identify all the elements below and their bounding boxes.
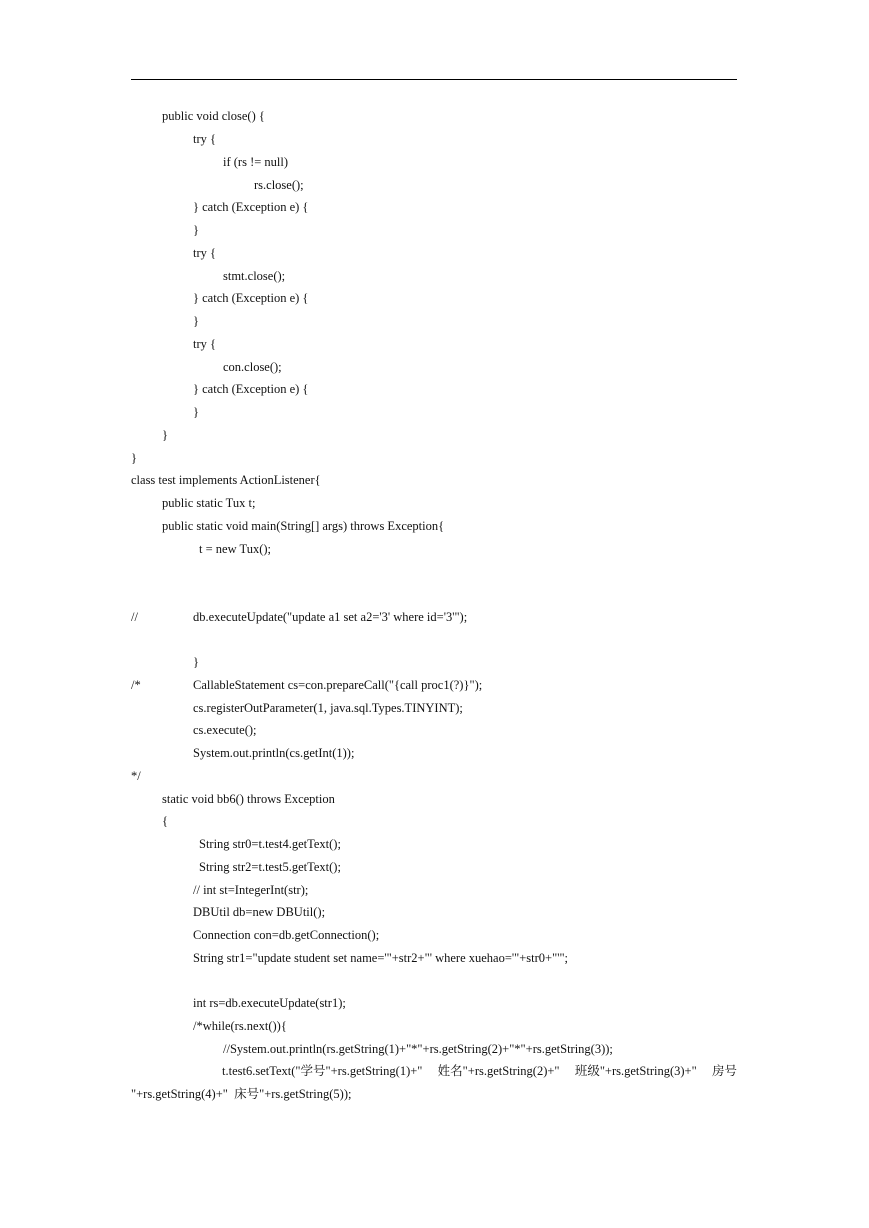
code-line: } <box>131 451 137 465</box>
code-line: stmt.close(); <box>223 269 286 283</box>
code-line: public static void main(String[] args) throws Exception{ <box>162 519 445 533</box>
code-line: cs.execute(); <box>193 723 257 737</box>
code-line: static void bb6() throws Exception <box>162 792 335 806</box>
code-line: cs.registerOutParameter(1, java.sql.Types.TINYINT); <box>193 701 463 715</box>
code-line: DBUtil db=new DBUtil(); <box>193 905 326 919</box>
code-line-continuation: "+rs.getString(4)+" 床号"+rs.getString(5)); <box>131 1087 352 1101</box>
code-line: // int st=IntegerInt(str); <box>193 883 309 897</box>
code-line: Connection con=db.getConnection(); <box>193 928 380 942</box>
code-line: rs.close(); <box>254 178 304 192</box>
code-segment: 房号 <box>711 1064 737 1078</box>
code-segment: t.test6.setText("学号"+rs.getString(1)+" <box>222 1064 423 1078</box>
code-line: t = new Tux(); <box>199 542 271 556</box>
code-line: class test implements ActionListener{ <box>131 473 321 487</box>
code-segment: 姓名"+rs.getString(2)+" <box>437 1064 560 1078</box>
code-line: } catch (Exception e) { <box>193 382 309 396</box>
code-line-wrapped <box>222 1063 737 1079</box>
code-line: //System.out.println(rs.getString(1)+"*"+rs.getString(2)+"*"+rs.getString(3)); <box>223 1042 613 1056</box>
code-line: public void close() { <box>162 109 265 123</box>
header-rule <box>131 79 737 80</box>
code-line: } <box>162 428 168 442</box>
code-line: con.close(); <box>223 360 282 374</box>
code-line: try { <box>193 337 217 351</box>
code-line: CallableStatement cs=con.prepareCall("{call proc1(?)}"); <box>193 678 483 692</box>
code-segment: 班级"+rs.getString(3)+" <box>574 1064 697 1078</box>
code-line: db.executeUpdate("update a1 set a2='3' where id='3'"); <box>193 610 468 624</box>
code-line: try { <box>193 132 217 146</box>
comment-marker: /* <box>131 678 141 692</box>
code-line: } <box>193 655 199 669</box>
code-line: String str2=t.test5.getText(); <box>199 860 341 874</box>
code-line: } catch (Exception e) { <box>193 291 309 305</box>
code-line: public static Tux t; <box>162 496 256 510</box>
code-line: int rs=db.executeUpdate(str1); <box>193 996 346 1010</box>
code-line: } catch (Exception e) { <box>193 200 309 214</box>
code-line: String str1="update student set name='"+str2+"' where xuehao='"+str0+"'"; <box>193 951 569 965</box>
code-line: } <box>193 223 199 237</box>
comment-marker: // <box>131 610 138 624</box>
code-line: { <box>162 814 168 828</box>
code-line: try { <box>193 246 217 260</box>
code-line: if (rs != null) <box>223 155 289 169</box>
code-line: } <box>193 405 199 419</box>
code-line: String str0=t.test4.getText(); <box>199 837 341 851</box>
comment-marker: */ <box>131 769 141 783</box>
code-line: System.out.println(cs.getInt(1)); <box>193 746 355 760</box>
code-line: /*while(rs.next()){ <box>193 1019 287 1033</box>
code-line: } <box>193 314 199 328</box>
